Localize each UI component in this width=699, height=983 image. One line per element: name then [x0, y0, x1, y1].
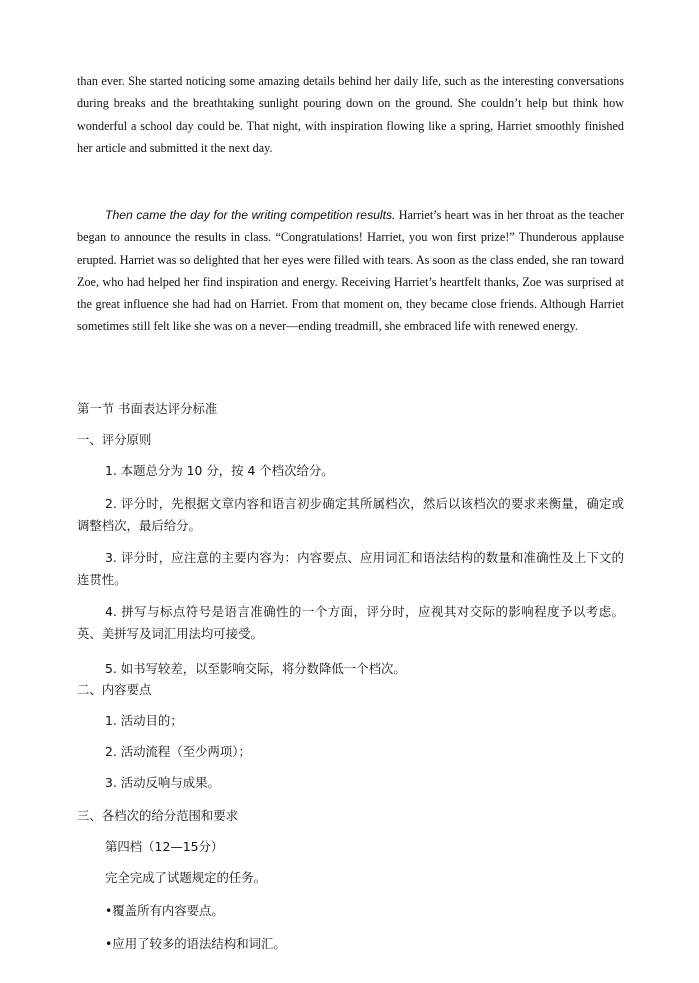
grading-level-4-description: 完全完成了试题规定的任务。	[105, 870, 267, 885]
content-point-1: 1. 活动目的；	[105, 713, 183, 728]
grading-level-4-title: 第四档（12—15分）	[105, 839, 224, 854]
grading-bullet-1: •覆盖所有内容要点。	[105, 903, 224, 918]
grading-bullet-2: •应用了较多的语法结构和词汇。	[105, 936, 286, 951]
story-paragraph-2-rest: Harriet’s heart was in her throat as the teacher began to announce the results in class. “Congratulations! Harriet, you won first prize!” Thunderous applause erupted. Harriet was so delighted that her eyes were filled with tears. As soon as the class ended, she ran toward Zoe, who had helped her find inspiration and energy. Receiving Harriet’s heartfelt thanks, Zoe was surprised at the great influence she had had on Harriet. From that moment on, they became close friends. Although Harriet sometimes still felt like she was on a never—ending treadmill, she embraced life with renewed energy.	[77, 208, 624, 334]
grading-heading: 三、各档次的给分范围和要求	[77, 808, 239, 823]
story-paragraph-1: than ever. She started noticing some amazing details behind her daily life, such as the interesting conversations during breaks and the breathtaking sunlight pouring down on the ground. She couldn’t help but think how wonderful a school day could be. That night, with inspiration flowing like a spring, Harriet smoothly finished her article and submitted it the next day.	[77, 74, 624, 155]
section-title: 第一节 书面表达评分标准	[77, 401, 218, 416]
principle-item-1: 1. 本题总分为 10 分，按 4 个档次给分。	[105, 463, 334, 478]
principle-item-5: 5. 如书写较差，以至影响交际，将分数降低一个档次。	[105, 661, 406, 676]
story-paragraph-2	[77, 204, 624, 338]
principles-heading: 一、评分原则	[77, 432, 152, 447]
content-point-3: 3. 活动反响与成果。	[105, 775, 220, 790]
story-paragraph-2-lead: Then came the day for the writing competition results.	[105, 208, 396, 222]
content-point-2: 2. 活动流程（至少两项）；	[105, 744, 251, 759]
content-points-heading: 二、内容要点	[77, 682, 152, 697]
principle-item-4: 4. 拼写与标点符号是语言准确性的一个方面，评分时，应视其对交际的影响程度予以考虑。英、美拼写及词汇用法均可接受。	[77, 604, 624, 641]
principle-item-3: 3. 评分时，应注意的主要内容为：内容要点、应用词汇和语法结构的数量和准确性及上下文的连贯性。	[77, 550, 624, 587]
principle-item-2: 2. 评分时，先根据文章内容和语言初步确定其所属档次，然后以该档次的要求来衡量，确定或调整档次，最后给分。	[77, 496, 624, 533]
